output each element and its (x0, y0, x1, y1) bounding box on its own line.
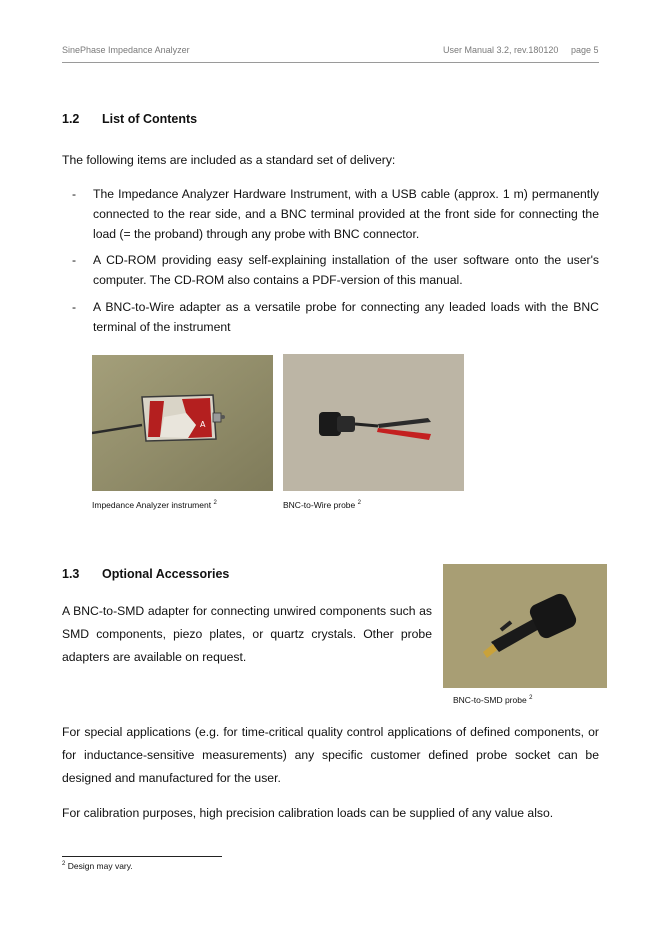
intro-paragraph: The following items are included as a standard set of delivery: (62, 153, 396, 167)
figure-caption: BNC-to-Wire probe $^2$ (283, 500, 361, 510)
footnote-divider (62, 856, 222, 857)
section-1-2-heading (62, 112, 197, 126)
section-number: 1.2 (62, 112, 80, 126)
bullet-marker: - (72, 253, 77, 267)
figure-caption: Impedance Analyzer instrument $^2$ (92, 500, 217, 510)
accessories-paragraph: A BNC-to-SMD adapter for connecting unwired components such as SMD components, piezo plates, or quartz crystals. Other probe adapters are available on request. (62, 604, 432, 664)
list-item (62, 250, 599, 290)
section-1-3-heading (62, 567, 229, 581)
bnc-to-smd-probe-photo (443, 564, 607, 688)
section-title: List of Contents (102, 112, 198, 126)
figure-caption: BNC-to-SMD probe $^2$ (453, 695, 533, 705)
analyzer-instrument-photo (92, 355, 273, 491)
list-item-text: A CD-ROM providing easy self-explaining installation of the user software onto the user's computer. The CD-ROM also contains a PDF-version of this manual. (93, 253, 599, 287)
list-item-text: The Impedance Analyzer Hardware Instrument, with a USB cable (approx. 1 m) permanently connected to the rear side, and a BNC terminal provided at the front side for connecting the load (= the proband) through any probe with BNC connector. (93, 187, 599, 241)
header-divider (62, 62, 599, 63)
svg-text:A: A (200, 420, 206, 429)
calibration-paragraph: For calibration purposes, high precision calibration loads can be supplied of any value also. (62, 806, 554, 820)
header-manual-version: User Manual 3.2, rev.180120 (443, 45, 559, 55)
section-title: Optional Accessories (102, 567, 230, 581)
section-number: 1.3 (62, 567, 80, 581)
bullet-marker: - (72, 300, 77, 314)
special-applications-paragraph: For special applications (e.g. for time-critical quality control applications of defined components, or for inductance-sensitive measurements) any specific customer defined probe socket can be designed and manufactured for the user. (62, 725, 599, 785)
list-item-text: A BNC-to-Wire adapter as a versatile probe for connecting any leaded loads with the BNC terminal of the instrument (93, 300, 599, 334)
header-page-number: page 5 (571, 45, 599, 55)
footnote-text: Design may vary. (67, 861, 133, 871)
bnc-to-wire-probe-photo (283, 354, 464, 491)
list-item (62, 297, 599, 337)
bullet-marker: - (72, 187, 77, 201)
list-item (62, 184, 599, 244)
header-title: SinePhase Impedance Analyzer (62, 45, 190, 55)
footnote (62, 861, 133, 871)
footnote-number: 2 (62, 861, 66, 868)
